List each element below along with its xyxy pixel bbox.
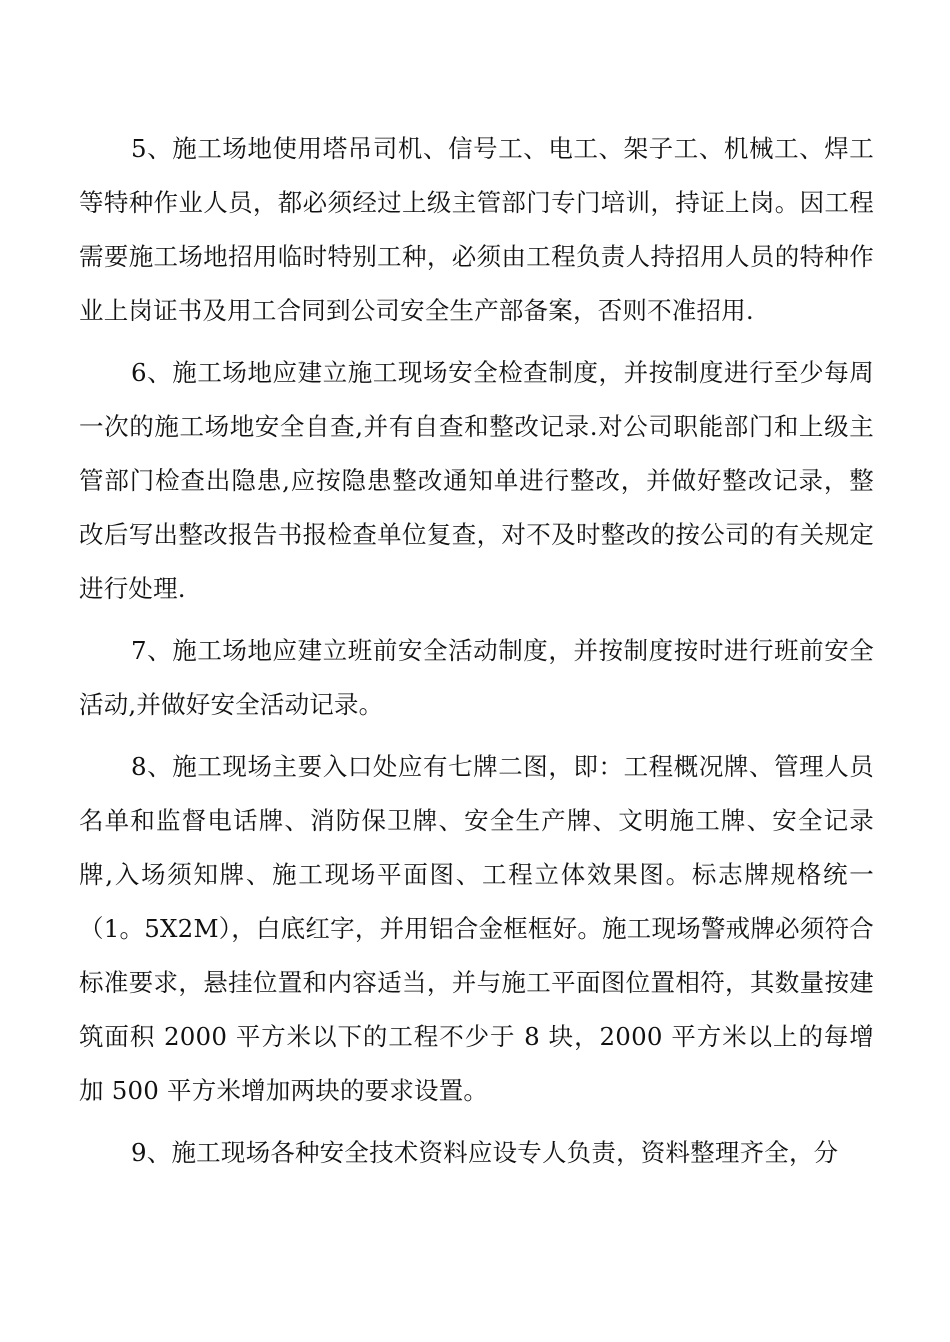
- document-body: [79, 122, 874, 1180]
- paragraph-item-7: 7、施工场地应建立班前安全活动制度，并按制度按时进行班前安全活动,并做好安全活动记录。: [79, 636, 874, 719]
- paragraph-item-9: 9、施工现场各种安全技术资料应设专人负责，资料整理齐全，分: [131, 1138, 839, 1167]
- paragraph-item-6: 6、施工场地应建立施工现场安全检查制度，并按制度进行至少每周一次的施工场地安全自查,并有自查和整改记录.对公司职能部门和上级主管部门检查出隐患,应按隐患整改通知单进行整改，并做好整改记录，整改后写出整改报告书报检查单位复查，对不及时整改的按公司的有关规定进行处理.: [79, 358, 874, 603]
- paragraph-item-5: 5、施工场地使用塔吊司机、信号工、电工、架子工、机械工、焊工等特种作业人员，都必须经过上级主管部门专门培训，持证上岗。因工程需要施工场地招用临时特别工种，必须由工程负责人持招用人员的特种作业上岗证书及用工合同到公司安全生产部备案，否则不准招用.: [79, 134, 874, 325]
- paragraph-item-8: 8、施工现场主要入口处应有七牌二图，即：工程概况牌、管理人员名单和监督电话牌、消防保卫牌、安全生产牌、文明施工牌、安全记录牌,入场须知牌、施工现场平面图、工程立体效果图。标志牌规格统一（1。5X2M），白底红字，并用铝合金框框好。施工现场警戒牌必须符合标准要求，悬挂位置和内容适当，并与施工平面图位置相符，其数量按建筑面积 2000 平方米以下的工程不少于 8 块，2000 平方米以上的每增加 500 平方米增加两块的要求设置。: [79, 752, 874, 1105]
